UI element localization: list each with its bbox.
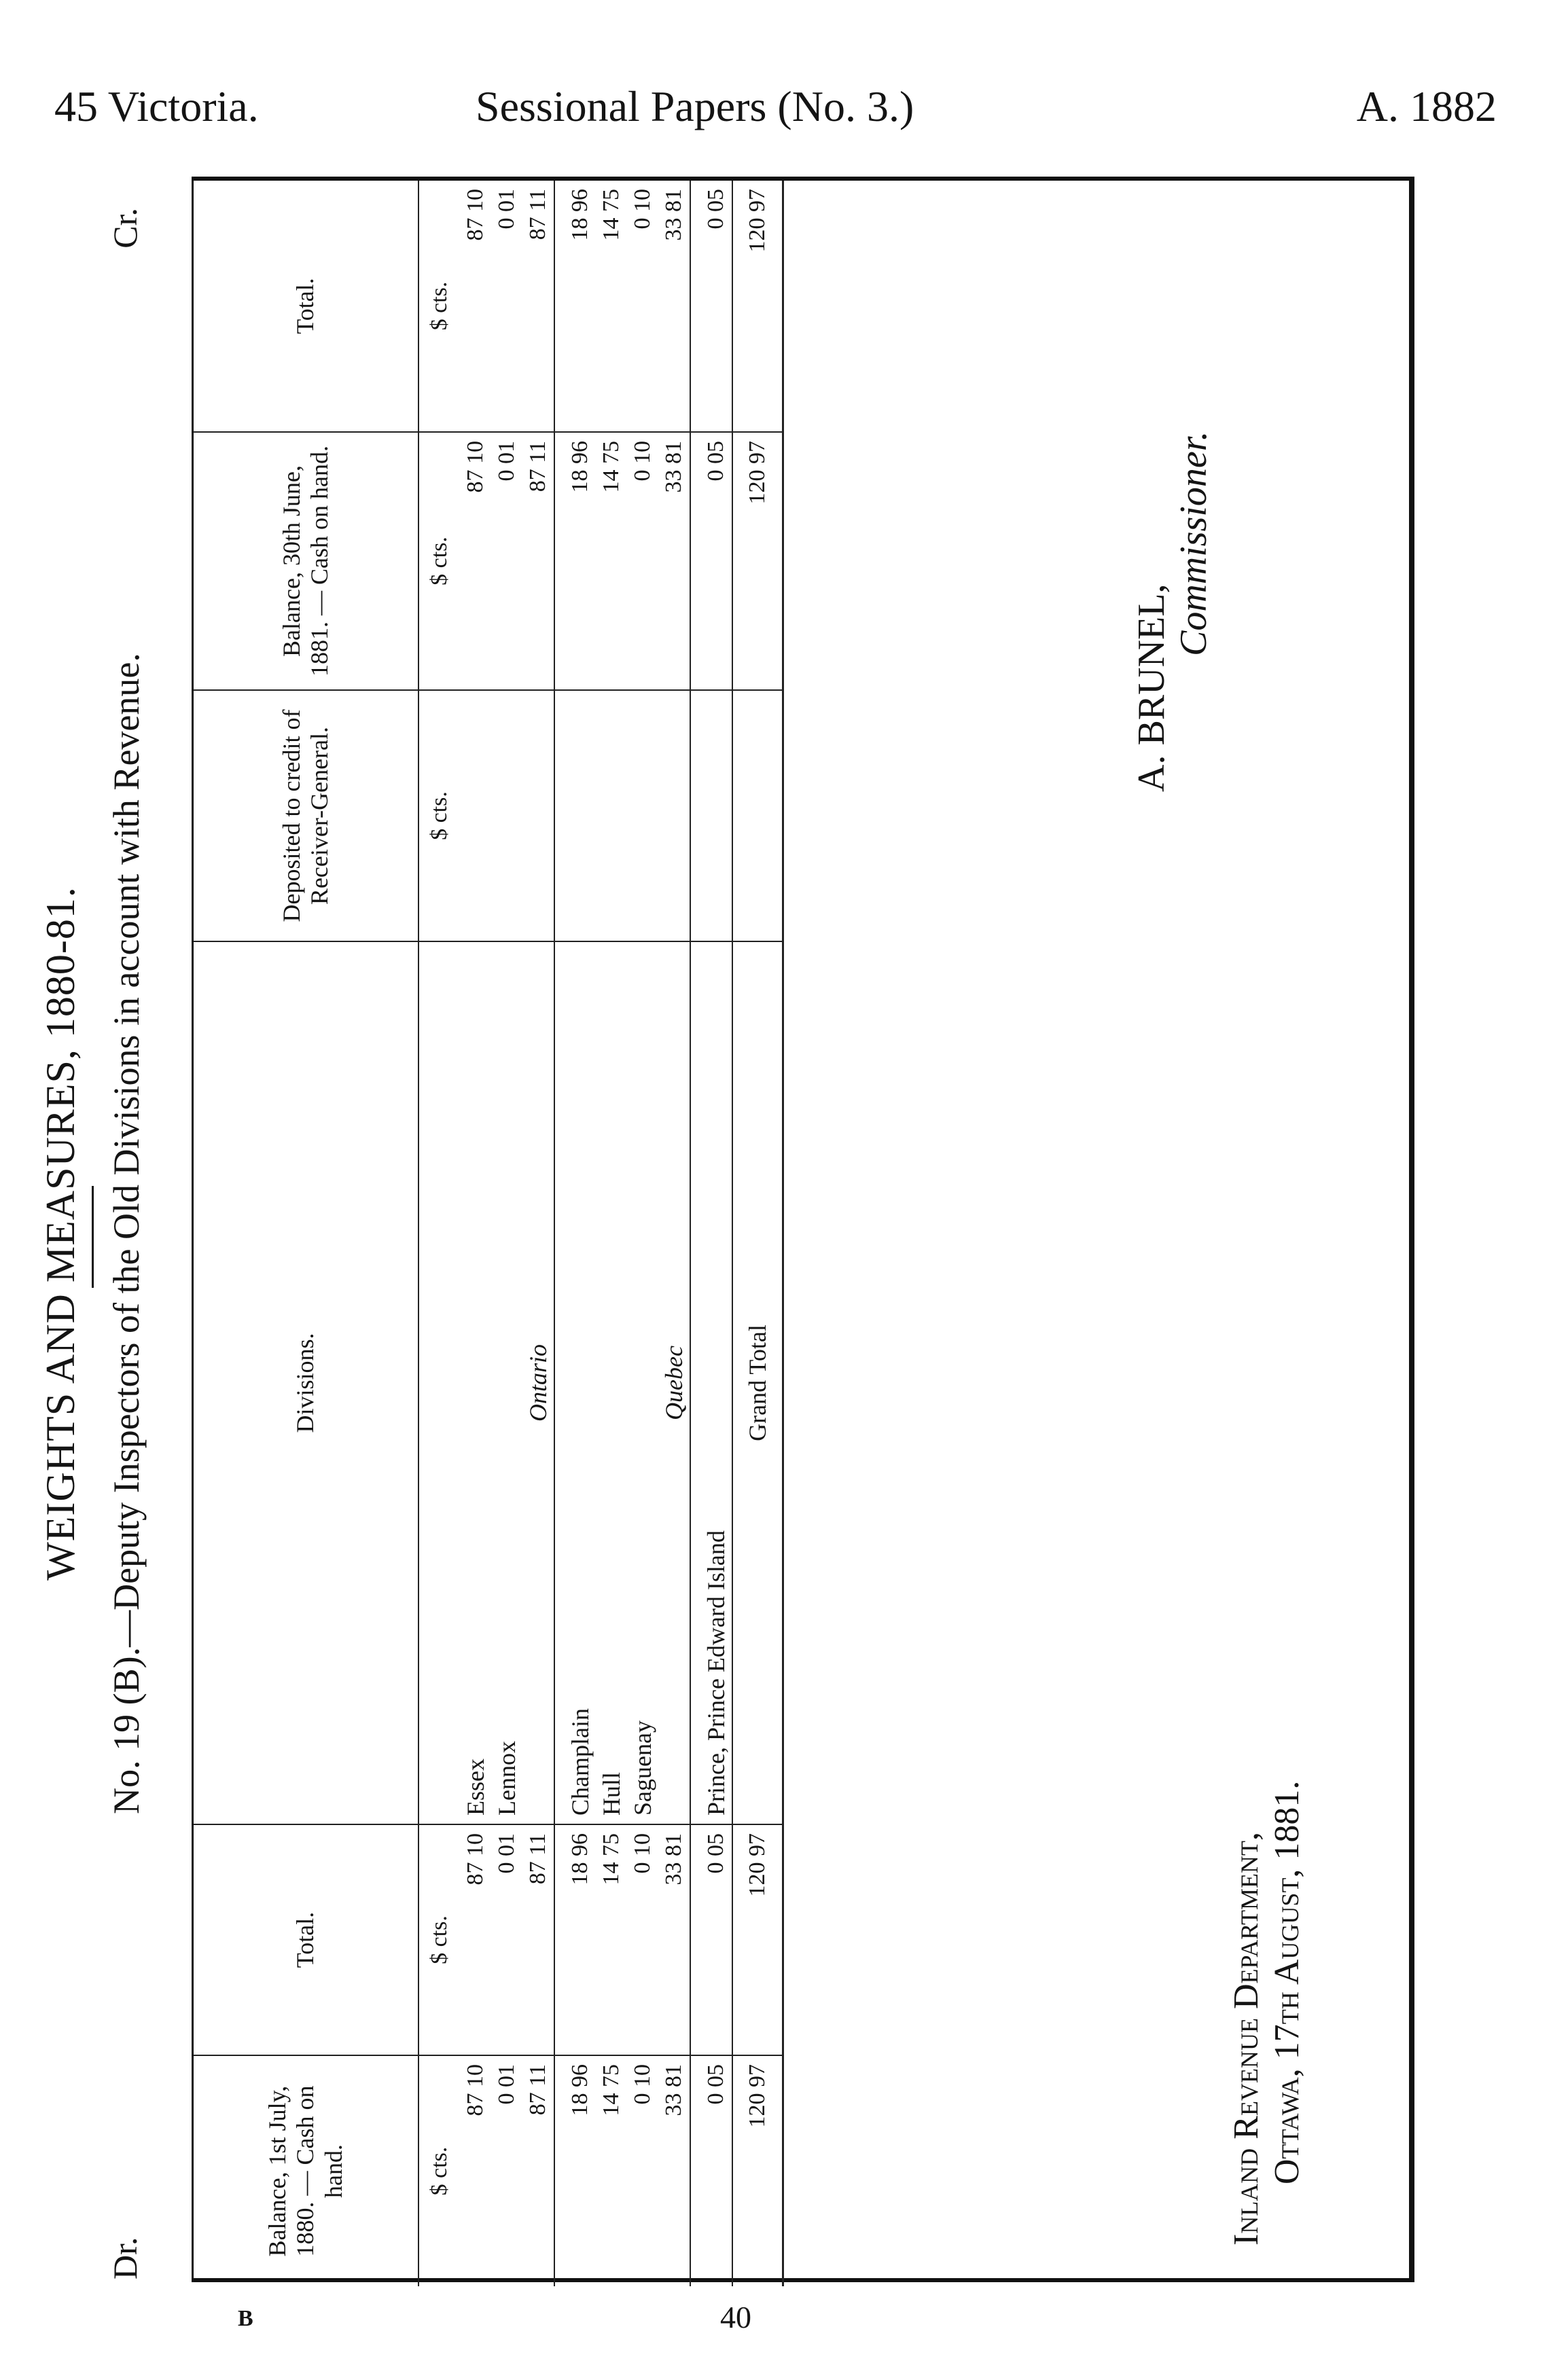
cell-balance-end: 0 10 [627, 432, 658, 690]
cell-division: Quebec [658, 941, 690, 1824]
cell-total-left: 87 10 [460, 1824, 491, 2055]
cell-balance-start: 0 10 [630, 2064, 655, 2105]
units-cell: $ cts. [418, 181, 460, 432]
cell-total-right: 87 10 [460, 181, 491, 432]
page-header [41, 82, 1510, 136]
cell-total-right: 14 75 [596, 181, 627, 432]
cell-total-right: 18 96 [565, 181, 596, 432]
rotated-content [38, 181, 1416, 2286]
cell-total-right: 0 01 [491, 181, 522, 432]
table-row [700, 181, 732, 2286]
cell-total-left: 120 97 [732, 1824, 783, 2055]
department-block [1226, 1781, 1308, 2246]
cell-balance-end: 120 97 [732, 432, 783, 690]
cell-deposited [658, 690, 690, 941]
cell-total-right: 0 10 [627, 181, 658, 432]
cell-deposited [627, 690, 658, 941]
signature-title: Commissioner. [1172, 431, 1215, 656]
cell-deposited [700, 690, 732, 941]
cell-balance-end: 18 96 [565, 432, 596, 690]
cell-balance-start: 120 97 [732, 2055, 783, 2286]
grand-total-row [732, 181, 783, 2286]
department-line-2: Ottawa, 17th August, 1881. [1267, 1780, 1306, 2184]
units-cell: $ cts. [418, 690, 460, 941]
header-left: 45 Victoria. [54, 82, 259, 130]
signature-block [1131, 431, 1215, 792]
cell-balance-start: 18 96 [567, 2064, 592, 2116]
cell-deposited [596, 690, 627, 941]
signature-name: A. BRUNEL, [1130, 583, 1173, 792]
cell-division: Hull [596, 941, 627, 1824]
cell-balance-start: 87 10 [463, 2064, 488, 2116]
document-subtitle: No. 19 (B).—Deputy Inspectors of the Old Divisions in account with Revenue. [106, 653, 147, 1814]
cell-total-right: 33 81 [658, 181, 690, 432]
cell-deposited [565, 690, 596, 941]
cell-balance-start: 87 11 [522, 2055, 554, 2286]
cell-total-left: 0 05 [700, 1824, 732, 2055]
cell-total-left: 0 10 [627, 1824, 658, 2055]
cr-label: Cr. [106, 208, 144, 249]
cell-division: Grand Total [732, 941, 783, 1824]
cell-total-left: 14 75 [596, 1824, 627, 2055]
cell-total-right: 120 97 [732, 181, 783, 432]
footer-mark: B [238, 2306, 253, 2331]
title-rule [92, 1186, 94, 1288]
cell-total-left: 0 01 [491, 1824, 522, 2055]
cell-division: Champlain [565, 941, 596, 1824]
cell-total-right: 87 11 [522, 181, 554, 432]
col-balance-end: Balance, 30th June, 1881. — Cash on hand. [194, 432, 418, 690]
col-divisions: Divisions. [194, 941, 418, 1824]
cell-division: Essex [460, 941, 491, 1824]
header-right: A. 1882 [1356, 82, 1497, 130]
cell-balance-end: 0 05 [700, 432, 732, 690]
subtotal-row [522, 181, 554, 2286]
cell-total-left: 18 96 [565, 1824, 596, 2055]
cell-total-left: 33 81 [658, 1824, 690, 2055]
cell-deposited [491, 690, 522, 941]
col-balance-start: Balance, 1st July, 1880. — Cash on hand. [194, 2055, 418, 2286]
dr-label: Dr. [106, 2237, 144, 2279]
units-row [418, 181, 460, 2286]
cell-balance-end: 87 10 [460, 432, 491, 690]
header-center: Sessional Papers (No. 3.) [476, 82, 914, 130]
col-deposited: Deposited to credit of Receiver-General. [194, 690, 418, 941]
units-cell: $ cts. [418, 1824, 460, 2055]
row-spacer [554, 181, 565, 2286]
units-cell: $ cts. [418, 432, 460, 690]
table-row [460, 181, 491, 2286]
page-number: 40 [720, 2300, 751, 2334]
cell-balance-end: 14 75 [596, 432, 627, 690]
cell-balance-end: 0 01 [491, 432, 522, 690]
cell-balance-start: 0 01 [494, 2064, 519, 2105]
cell-total-left: 87 11 [522, 1824, 554, 2055]
department-line-1: Inland Revenue Department, [1227, 1831, 1266, 2246]
cell-balance-start: 14 75 [599, 2064, 624, 2116]
document-title: WEIGHTS AND MEASURES, 1880-81. [38, 886, 83, 1581]
cell-deposited [522, 690, 554, 941]
cell-division: Saguenay [627, 941, 658, 1824]
cell-balance-start: 0 05 [700, 2055, 732, 2286]
cell-balance-end: 33 81 [658, 432, 690, 690]
cell-division: Prince, Prince Edward Island [700, 941, 732, 1824]
units-spacer [418, 941, 460, 1824]
cell-division: Ontario [522, 941, 554, 1824]
ledger-table [194, 181, 784, 2286]
cell-total-right: 0 05 [700, 181, 732, 432]
cell-balance-end: 87 11 [522, 432, 554, 690]
cell-division: Lennox [491, 941, 522, 1824]
rotated-table-frame [38, 177, 1414, 2282]
subtotal-row [658, 181, 690, 2286]
cell-deposited [460, 690, 491, 941]
units-cell: $ cts. [427, 2146, 452, 2196]
table-row [596, 181, 627, 2286]
col-total-left: Total. [194, 1824, 418, 2055]
col-total-right: Total. [194, 181, 418, 432]
row-spacer [690, 181, 700, 2286]
table-row [627, 181, 658, 2286]
table-row [491, 181, 522, 2286]
table-row [565, 181, 596, 2286]
cell-deposited [732, 690, 783, 941]
cell-balance-start: 33 81 [658, 2055, 690, 2286]
table-header-row [194, 181, 418, 2286]
